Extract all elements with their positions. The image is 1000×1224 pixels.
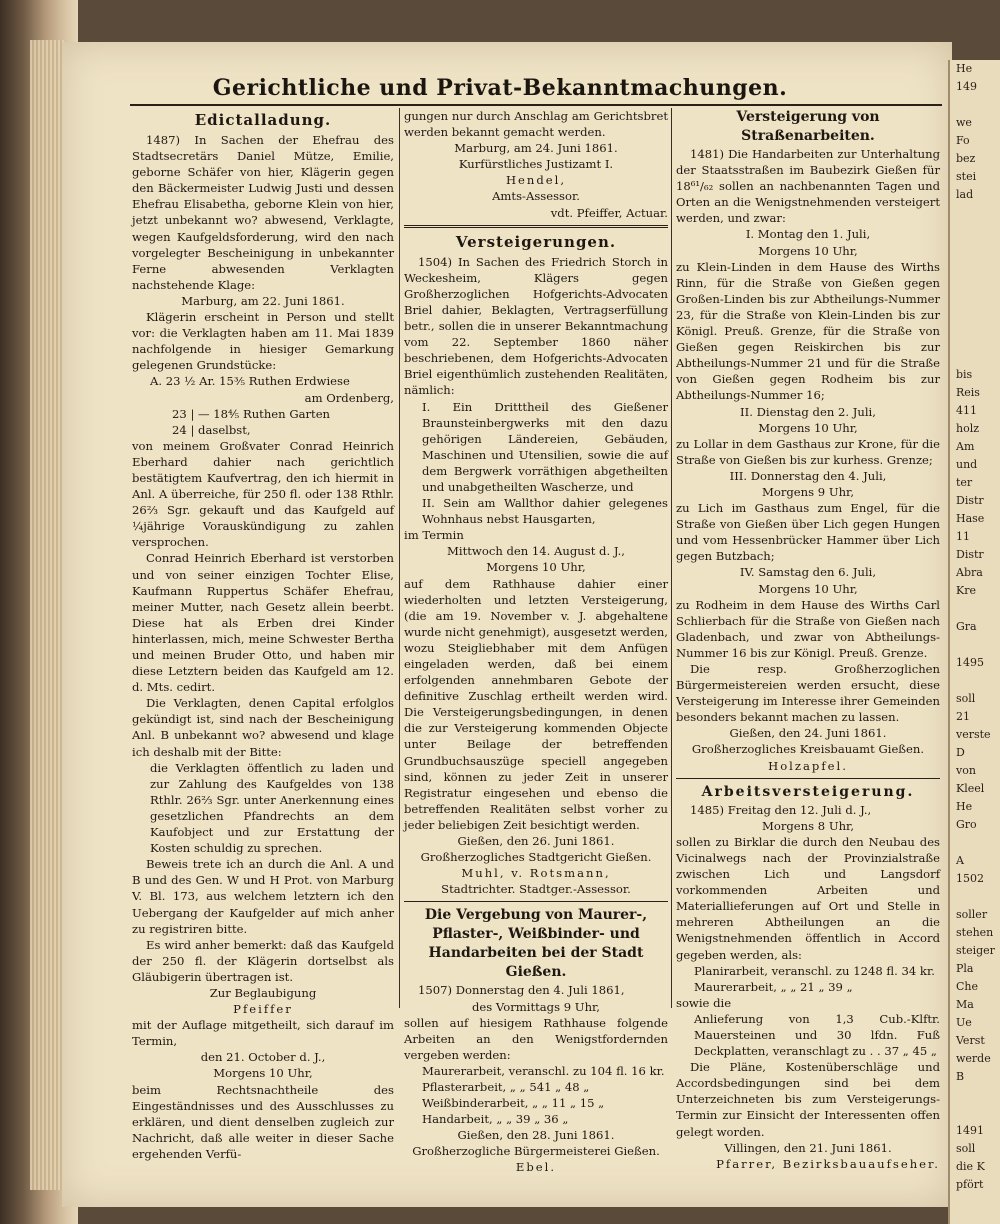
column-divider-2 (671, 108, 672, 1008)
text-line: Villingen, den 21. Juni 1861. (724, 1140, 892, 1155)
next-page-text (950, 222, 1000, 240)
next-page-text: soller (956, 908, 988, 921)
next-page-text (950, 1104, 1000, 1122)
text-line: II. Dienstag den 2. Juli, (740, 404, 876, 419)
text-line: 24 | daselbst, (172, 422, 251, 437)
next-page-text: 149 (956, 80, 977, 93)
section-rule (404, 225, 668, 228)
work-item: Anlieferung von 1,3 Cub.-Klftr. Mauersteinen und 30 lfdn. Fuß Deckplatten, veranschlagt zu . . 37 „ 45 „ (694, 1011, 940, 1059)
next-page-text: Abra (956, 566, 983, 579)
text-block: zu Klein-Linden in dem Hause des Wirths Rinn, für die Straße von Gießen gegen Großen-Linden bis zur Abtheilungs-Nummer 23, für die Straße von Klein-Linden bis zur Königl. Preuß. Grenze, für die Straße von Gießen gegen Reiskirchen bis zur Abtheilungs-Nummer 21 und für die Straße von Gießen gegen Rodheim bis zur Abtheilungs-Nummer 16; (676, 259, 940, 403)
header-rule (130, 104, 942, 106)
next-page-text (950, 888, 1000, 906)
next-page-text: 1491 (956, 1124, 984, 1137)
work-item: Pflasterarbeit, „ „ 541 „ 48 „ (422, 1079, 590, 1094)
text-block: beim Rechtsnachtheile des Eingeständnisses und des Ausschlusses zu erklären, und dient denselben zugleich zur Nachricht, daß alle weiter in dieser Sache ergehenden Verfü- (132, 1082, 394, 1161)
next-page-text: we (956, 116, 972, 129)
next-page-text: bis (956, 368, 973, 381)
text-line: 1485) Freitag den 12. Juli d. J., (690, 802, 872, 817)
next-page-text: Verst (956, 1034, 985, 1047)
next-page-text: Ma (956, 998, 974, 1011)
section-rule (676, 778, 940, 779)
next-page-text (950, 240, 1000, 258)
text-line: Marburg, am 22. Juni 1861. (181, 293, 345, 308)
text-line: I. Montag den 1. Juli, (745, 227, 871, 242)
next-page-text (950, 600, 1000, 618)
next-page-text: He (956, 800, 973, 813)
text-block: 1481) Die Handarbeiten zur Unterhaltung der Staatsstraßen im Baubezirk Gießen für 18⁶¹/₆₂ sollen an nachbenannten Tagen und Orten an die Wenigstnehmenden versteigert werden, und zwar: (676, 147, 940, 226)
next-page-text: stei (956, 170, 977, 183)
text-line: sowie die (676, 995, 732, 1010)
next-page-text (950, 672, 1000, 690)
next-page-text (950, 96, 1000, 114)
next-page-fragment (948, 60, 1000, 1224)
column-3 (676, 108, 940, 1172)
text-line: Morgens 10 Uhr, (758, 420, 858, 435)
text-block: Beweis trete ich an durch die Anl. A und B und des Gen. W und H Prot. von Marburg V. Bl. 173, aus welchem letztern ich den Uebergang der Kaufgelder auf mich anher zu registriren bitte. (132, 857, 394, 936)
text-line: Holzapfel. (768, 758, 848, 773)
text-line: Morgens 10 Uhr, (486, 560, 586, 575)
signature-line: Pfeiffer (233, 1002, 293, 1017)
text-line: Kurfürstliches Justizamt I. (458, 157, 614, 172)
text-line: Muhl, v. Rotsmann, (461, 866, 611, 881)
next-page-text: pfört (956, 1178, 984, 1191)
strassenarbeiten-title: Versteigerung von Straßenarbeiten. (736, 109, 880, 144)
next-page-text: D (956, 746, 965, 759)
text-line: am Ordenberg, (304, 390, 394, 405)
text-line: Großherzogliches Kreisbauamt Gießen. (691, 742, 925, 757)
text-line: des Vormittags 9 Uhr, (472, 999, 600, 1014)
section-rule (404, 901, 668, 902)
next-page-text: Gro (956, 818, 977, 831)
text-line: Morgens 9 Uhr, (761, 484, 855, 499)
next-page-text (950, 348, 1000, 366)
vergebung-title: Die Vergebung von Maurer-, Pflaster-, Weißbinder- und Handarbeiten bei der Stadt Gießen. (424, 907, 648, 981)
next-page-text: Fo (956, 134, 970, 147)
text-line: im Termin (404, 528, 464, 543)
next-page-text (950, 636, 1000, 654)
text-line: 1507) Donnerstag den 4. Juli 1861, (418, 983, 625, 998)
next-page-text: Hase (956, 512, 985, 525)
text-block: von meinem Großvater Conrad Heinrich Eberhard dahier nach gerichtlich bestätigtem Kaufvertrag, den ich hiermit in Anl. A überreiche, für 250 fl. oder 138 Rthlr. 26⅔ Sgr. gekauft und das Kaufgeld auf ¼jährige Vorauskündigung zu zahlen versprochen. (132, 438, 394, 550)
next-page-text: Distr (956, 494, 984, 507)
text-block: zu Rodheim in dem Hause des Wirths Carl Schlierbach für die Straße von Gießen nach Gladenbach, und zwar von Abtheilungs-Nummer 16 bis zur Königl. Preuß. Grenze. (676, 597, 940, 660)
next-page-text: 11 (956, 530, 970, 543)
next-page-text: bez (956, 152, 976, 165)
text-line: Ebel. (515, 1160, 557, 1175)
column-divider-1 (399, 108, 400, 1008)
next-page-text: werde (956, 1052, 991, 1065)
next-page-text: soll (956, 1142, 976, 1155)
text-line: IV. Samstag den 6. Juli, (739, 565, 877, 580)
next-page-text: 1502 (956, 872, 984, 885)
text-line: Hendel, (505, 173, 567, 188)
text-block: 1504) In Sachen des Friedrich Storch in Weckesheim, Klägers gegen Großherzoglichen Hofgerichts-Advocaten Briel dahier, Beklagten, Vertragserfüllung betr., sollen die in unserer Bekanntmachung vom 22. September 1860 näher beschriebenen, dem Hofgerichts-Advocaten Briel eigenthümlich zustehenden Realitäten, nämlich: (404, 254, 668, 398)
next-page-text: von (956, 764, 976, 777)
text-block: sollen zu Birklar die durch den Neubau des Vicinalwegs nach der Provinzialstraße zwischen Lich und Langsdorf vorkommenden Arbeiten und Materiallieferungen auf Ort und Stelle in mehreren Abtheilungen an die Wenigstnehmenden öffentlich in Accord gegeben werden, als: (676, 834, 940, 962)
text-line: den 21. October d. J., (200, 1050, 326, 1065)
next-page-text: Gra (956, 620, 977, 633)
text-line: Morgens 8 Uhr, (761, 818, 855, 833)
text-line: Amts-Assessor. (492, 189, 580, 204)
text-block: Es wird anher bemerkt: daß das Kaufgeld der 250 fl. der Klägerin dortselbst als Gläubigerin übertragen ist. (132, 937, 394, 984)
text-line: Pfarrer, Bezirksbauaufseher. (716, 1156, 940, 1171)
text-line: Marburg, am 24. Juni 1861. (454, 141, 618, 156)
text-line: Morgens 10 Uhr, (758, 243, 858, 258)
text-block: Conrad Heinrich Eberhard ist verstorben und von seiner einzigen Tochter Elise, Kaufmann Ruppertus Schäfer Ehefrau, meiner Mutter, nach Gesetz allein beerbt. Diese hat als Erben drei Kinder hinterlassen, mich, meine Schwester Bertha und meinen Bruder Otto, und haben mir diese Letztern beiden das Kaufgeld am 12. d. Mts. cedirt. (132, 551, 394, 695)
text-block: sollen auf hiesigem Rathhause folgende Arbeiten an den Wenigstfordernden vergeben werden: (404, 1015, 668, 1062)
next-page-text (950, 312, 1000, 330)
text-line: III. Donnerstag den 4. Juli, (729, 468, 887, 483)
work-item: Planirarbeit, veranschl. zu 1248 fl. 34 kr. (694, 963, 935, 978)
next-page-text: und (956, 458, 978, 471)
next-page-text: He (956, 62, 973, 75)
next-page-text (950, 1086, 1000, 1104)
next-page-text (950, 294, 1000, 312)
text-line: Morgens 10 Uhr, (758, 581, 858, 596)
text-block: auf dem Rathhause dahier einer wiederholten und letzten Versteigerung, (die am 19. November v. J. abgehaltene wurde nicht genehmigt), ausgesetzt werden, wozu Steigliebhaber mit dem Anfügen eingeladen werden, daß bei einem erfolgenden annehmbaren Gebote der definitive Zuschlag ertheilt werden wird. Die Versteigerungsbedingungen, in denen die zur Versteigerung kommenden Objecte unter Beilage der betreffenden Grundbuchsauszüge speciell angegeben sind, können zu jeder Zeit in unserer Registratur eingesehen und ebenso die betreffenden Realitäten selbst vorher zu jeder beliebigen Zeit besichtigt werden. (404, 576, 668, 832)
text-line: Gießen, den 26. Juni 1861. (457, 834, 615, 849)
text-block: Die resp. Großherzoglichen Bürgermeistereien werden ersucht, diese Versteigerung im Interesse ihrer Gemeinden besonders bekannt machen zu lassen. (676, 662, 940, 725)
versteigerungen-title: Versteigerungen. (455, 232, 617, 251)
next-page-text: Kleel (956, 782, 985, 795)
next-page-text: die K (956, 1160, 985, 1173)
column-2 (404, 108, 668, 1176)
page-edges (30, 40, 64, 1190)
text-block: gungen nur durch Anschlag am Gerichtsbret werden bekannt gemacht werden. (404, 109, 668, 140)
next-page-text: verste (956, 728, 991, 741)
next-page-text (950, 276, 1000, 294)
next-page-text (950, 204, 1000, 222)
text-line: Großherzogliches Stadtgericht Gießen. (420, 850, 652, 865)
next-page-text: ter (956, 476, 973, 489)
text-block: I. Ein Dritttheil des Gießener Braunsteinbergwerks mit den dazu gehörigen Ländereien, Gebäuden, Maschinen und Utensilien, sowie die auf dem Bergwerk vorräthigen abgetheilten und unabgetheilten Wascherze, und (422, 399, 668, 494)
work-item: Weißbinderarbeit, „ „ 11 „ 15 „ (422, 1096, 605, 1111)
next-page-text (950, 330, 1000, 348)
next-page-text: lad (956, 188, 974, 201)
text-line: vdt. Pfeiffer, Actuar. (550, 205, 668, 220)
text-line: Zur Beglaubigung (209, 985, 317, 1000)
column-1 (132, 108, 394, 1162)
edictalladung-title: Edictalladung. (194, 111, 332, 129)
text-line: Gießen, den 24. Juni 1861. (729, 726, 887, 741)
next-page-text: 1495 (956, 656, 984, 669)
text-block: zu Lich im Gasthaus zum Engel, für die Straße von Gießen über Lich gegen Hungen und vom Hessenbrücker Hammer über Lich gegen Butzbach; (676, 501, 940, 564)
next-page-text: Am (956, 440, 975, 453)
text-block: Die Pläne, Kostenüberschläge und Accordsbedingungen sind bei dem Unterzeichneten bis zum Versteigerungs-Termin zur Einsicht der Interessenten offen gelegt worden. (676, 1060, 940, 1139)
text-line: Gießen, den 28. Juni 1861. (457, 1128, 615, 1143)
next-page-text (950, 258, 1000, 276)
next-page-text: Kre (956, 584, 976, 597)
next-page-text: B (956, 1070, 965, 1083)
text-block: zu Lollar in dem Gasthaus zur Krone, für die Straße von Gießen bis zur kurhess. Grenze; (676, 436, 940, 467)
work-item: Maurerarbeit, veranschl. zu 104 fl. 16 kr. (422, 1063, 665, 1078)
next-page-text: A (956, 854, 964, 867)
page-header: Gerichtliche und Privat-Bekanntmachungen. (212, 75, 788, 101)
text-block: die Verklagten öffentlich zu laden und zur Zahlung des Kaufgeldes von 138 Rthlr. 26⅔ Sgr. unter Anerkennung eines gesetzlichen Pfandrechts an dem Kaufobject und zur Erstattung der Kosten schuldig zu sprechen. (150, 760, 394, 856)
next-page-text: Ue (956, 1016, 972, 1029)
text-block: Klägerin erscheint in Person und stellt vor: die Verklagten haben am 11. Mai 1839 nachfolgende in hiesiger Gemarkung gelegenen Grundstücke: (132, 310, 394, 373)
text-line: Morgens 10 Uhr, (213, 1066, 313, 1081)
text-block: II. Sein am Wallthor dahier gelegenes Wohnhaus nebst Hausgarten, (422, 496, 668, 527)
next-page-text: 411 (956, 404, 977, 417)
next-page-text: Reis (956, 386, 980, 399)
text-line: Mittwoch den 14. August d. J., (447, 544, 625, 559)
text-block: Die Verklagten, denen Capital erfolglos gekündigt ist, sind nach der Bescheinigung Anl. B unbekannt wo? abwesend und klage ich deshalb mit der Bitte: (132, 696, 394, 759)
text-block: mit der Auflage mitgetheilt, sich darauf im Termin, (132, 1018, 394, 1049)
next-page-text: stehen (956, 926, 994, 939)
next-page-text: steiger (956, 944, 995, 957)
next-page-text: holz (956, 422, 980, 435)
next-page-text: Che (956, 980, 979, 993)
work-item: Maurerarbeit, „ „ 21 „ 39 „ (694, 979, 853, 994)
text-line: Großherzogliche Bürgermeisterei Gießen. (412, 1144, 660, 1159)
next-page-text: Pla (956, 962, 974, 975)
text-line: A. 23 ½ Ar. 15⅗ Ruthen Erdwiese (150, 374, 350, 389)
text-line: Stadtrichter. Stadtger.-Assessor. (441, 882, 631, 897)
next-page-text: 21 (956, 710, 970, 723)
work-item: Handarbeit, „ „ 39 „ 36 „ (422, 1112, 569, 1127)
next-page-text: soll (956, 692, 976, 705)
text-line: 23 | — 18⅘ Ruthen Garten (172, 406, 331, 421)
arbeitsversteigerung-title: Arbeitsversteigerung. (701, 783, 915, 800)
next-page-text: Distr (956, 548, 984, 561)
text-block: 1487) In Sachen der Ehefrau des Stadtsecretärs Daniel Mütze, Emilie, geborne Schäfer von hier, Klägerin gegen den Bäckermeister Ludwig Justi und dessen Ehefrau Elisabetha, geborne Klein von hier, jetzt unbekannt wo? abwesend, Verklagte, wegen Kaufgeldsforderung, wird den nach vorgelegter Bescheinigung in unbekannter Ferne abwesenden Verklagten nachstehende Klage: (132, 133, 394, 292)
next-page-text (950, 834, 1000, 852)
